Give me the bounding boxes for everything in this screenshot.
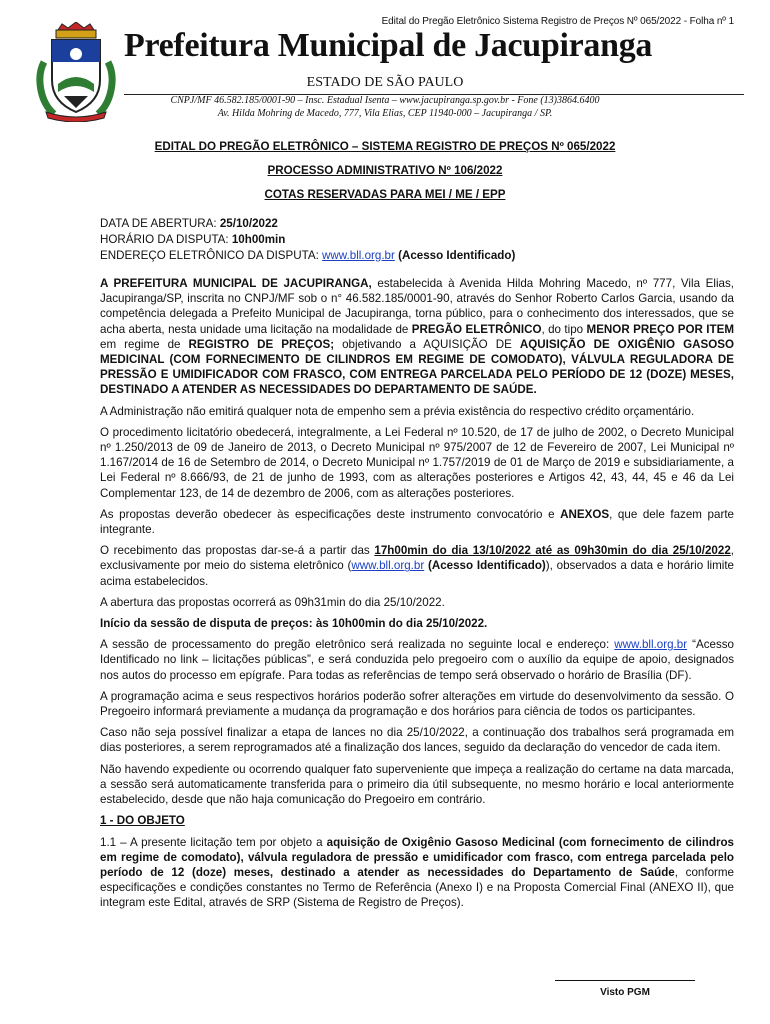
document-body xyxy=(100,276,734,917)
section-heading-objeto xyxy=(100,813,734,828)
dispute-time-label: HORÁRIO DA DISPUTA: xyxy=(100,233,232,246)
paragraph-session-start xyxy=(100,616,734,631)
processo-heading: PROCESSO ADMINISTRATIVO Nº 106/2022 xyxy=(267,164,503,177)
reception-access-note: (Acesso Identificado) xyxy=(424,559,546,573)
paragraph-session-location xyxy=(100,637,734,683)
state-line xyxy=(0,75,770,91)
reception-text-3: ), observados a data e horário limite acima estabelecidos. xyxy=(100,559,735,588)
intro-modality: PREGÃO ELETRÔNICO xyxy=(411,322,542,336)
contact-info-line-2: Av. Hilda Mohring de Macedo, 777, Vila Elias, CEP 11940-000 – Jacupiranga / SP. xyxy=(217,108,553,119)
proposals-annexes: ANEXOS xyxy=(560,507,610,521)
page-title: Prefeitura Municipal de Jacupiranga xyxy=(124,27,653,64)
object-text: 1.1 – A presente licitação tem por objeto a xyxy=(100,835,327,849)
intro-text: estabelecida à Avenida Hilda Mohring Macedo, nº 777, Vila Elias, Jacupiranga/SP, inscrita no CNPJ/MF sob o n° 46.582.185/0001-90, através do Senhor Roberto Carlos Garcia, usando da competência delegada a Prefeito Municipal de Jacupiranga, torna público, para o conhecimento dos interessados, que se acha aberta, nesta unidade uma licitação na modalidade de xyxy=(100,277,734,336)
intro-regime: REGISTRO DE PREÇOS; xyxy=(188,337,335,351)
session-location-link[interactable]: www.bll.org.br xyxy=(614,638,688,652)
paragraph-object xyxy=(100,835,734,911)
cotas-heading: COTAS RESERVADAS PARA MEI / ME / EPP xyxy=(264,188,506,201)
paragraph-legal-basis: O procedimento licitatório obedecerá, integralmente, a Lei Federal nº 10.520, de 17 de julho de 2002, o Decreto Municipal nº 1.250/2013 de 09 de Janeiro de 2013, o Decreto Municipal nº 975/2007 de 12 de Fevereiro de 2007, Lei Municipal nº 1.167/2014 de 16 de Setembro de 2014, o Decreto Municipal nº 1.757/2019 de 01 de Março de 2019 e subsidiariamente, a Lei Federal nº 8.666/93, de 21 de junho de 1993, com as alterações posteriores e Artigos 42, 43, 44, 45 e 46 da Lei Complementar 123, de 14 de dezembro de 2006, com as alterações posteriores. xyxy=(100,425,734,500)
contact-info-line-1: CNPJ/MF 46.582.185/0001-90 – Insc. Estadual Isenta – www.jacupiranga.sp.gov.br - Fone (13)3864.6400 xyxy=(170,95,600,106)
intro-object: AQUISIÇÃO DE OXIGÊNIO GASOSO MEDICINAL (COM FORNECIMENTO DE CILINDROS EM REGIME DE COMODATO), VÁLVULA REGULADORA DE PRESSÃO E UMIDIFICADOR COM FRASCO, COM ENTREGA PARCELADA PELO PERÍODO DE 12 (DOZE) MESES, DESTINADO A ATENDER AS NECESSIDADES DO DEPARTAMENTO DE SAÚDE. xyxy=(100,337,734,397)
reception-link[interactable]: www.bll.org.br xyxy=(351,559,425,573)
object-description: aquisição de Oxigênio Gasoso Medicinal (com fornecimento de cilindros em regime de comodato), válvula reguladora de pressão e umidificador com frasco, com entrega parcelada pelo período de 12 (doze) meses, destinado a atender as necessidades do Departamento de Saúde xyxy=(100,835,734,879)
opening-date-value: 25/10/2022 xyxy=(219,217,278,230)
reception-text: O recebimento das propostas dar-se-á a partir das xyxy=(100,544,375,558)
dispute-address-row xyxy=(100,248,515,264)
paragraph-no-business-day: Não havendo expediente ou ocorrendo qualquer fato superveniente que impeça a realização do certame na data marcada, a sessão será automaticamente transferida para o primeiro dia útil subsequente, no mesmo horário e local anteriormente estabelecido, desde que não haja comunicação do Pregoeiro em contrário. xyxy=(100,762,734,807)
reception-period: 17h00min do dia 13/10/2022 até as 09h30min do dia 25/10/2022 xyxy=(374,544,731,558)
session-location-text: A sessão de processamento do pregão eletrônico será realizada no seguinte local e endereço: xyxy=(100,638,615,652)
opening-date-row xyxy=(100,216,515,232)
bll-link[interactable]: www.bll.org.br xyxy=(322,249,395,262)
dispute-time-row xyxy=(100,232,515,248)
access-note: (Acesso Identificado) xyxy=(394,249,516,262)
session-location-text-2: “Acesso Identificado no link – licitações públicas”, e será conduzida pelo pregoeiro com o auxílio da equipe de apoio, designados nos autos do processo em epígrafe. Para todas as referências de tempo será observado o horário de Brasília (DF). xyxy=(100,638,734,682)
object-text-2: , conforme especificações e condições constantes no Termo de Referência (Anexo I) e na Proposta Comercial Final (ANEXO II), que integram este Edital, através de SRP (Sistema de Registro de Preços). xyxy=(100,865,734,910)
dispute-address-label: ENDEREÇO ELETRÔNICO DA DISPUTA: xyxy=(100,249,323,262)
intro-text-2: , do tipo xyxy=(541,322,587,336)
page-reference-note: Edital do Pregão Eletrônico Sistema Registro de Preços Nº 065/2022 - Folha nº 1 xyxy=(381,16,734,27)
proposals-text-2: , que dele fazem parte integrante. xyxy=(100,507,734,537)
intro-entity: A PREFEITURA MUNICIPAL DE JACUPIRANGA, xyxy=(100,277,372,290)
paragraph-budget: A Administração não emitirá qualquer nota de empenho sem a prévia existência do respectivo crédito orçamentário. xyxy=(100,404,695,418)
intro-type: MENOR PREÇO POR ITEM xyxy=(586,322,734,336)
dispute-time-value: 10h00min xyxy=(231,233,286,246)
state-name: ESTADO DE SÃO PAULO xyxy=(303,75,468,90)
edital-heading: EDITAL DO PREGÃO ELETRÔNICO – SISTEMA REGISTRO DE PREÇOS Nº 065/2022 xyxy=(154,140,616,153)
paragraph-opening-time: A abertura das propostas ocorrerá as 09h31min do dia 25/10/2022. xyxy=(100,595,445,609)
opening-date-label: DATA DE ABERTURA: xyxy=(100,217,220,230)
intro-text-3: em regime de xyxy=(100,337,189,351)
paragraph-reception xyxy=(100,543,734,589)
proposals-text: As propostas deverão obedecer às especificações deste instrumento convocatório e xyxy=(100,507,561,521)
signature-label: Visto PGM xyxy=(600,987,650,998)
paragraph-continuation: Caso não seja possível finalizar a etapa de lances no dia 25/10/2022, a continuação dos trabalhos será programada em dias posteriores, a serem reprogramados até a finalização dos lances, seguido da declaração do vencedor de cada item. xyxy=(100,726,734,755)
section-objeto-title: 1 - DO OBJETO xyxy=(100,814,185,828)
session-start-text: Início da sessão de disputa de preços: às 10h00min do dia 25/10/2022. xyxy=(100,617,488,631)
paragraph-proposals xyxy=(100,507,734,537)
signature-block xyxy=(555,980,695,998)
opening-details xyxy=(100,216,515,264)
signature-line xyxy=(555,980,695,981)
reception-text-2: , exclusivamente por meio do sistema eletrônico ( xyxy=(100,544,735,573)
intro-paragraph xyxy=(100,276,734,398)
paragraph-schedule-changes: A programação acima e seus respectivos horários poderão sofrer alterações em virtude do desenvolvimento da sessão. O Pregoeiro informará previamente a mudança da programação e dos horários para ciência de todos os participantes. xyxy=(100,689,734,719)
intro-text-4: objetivando a AQUISIÇÃO DE xyxy=(334,337,520,351)
